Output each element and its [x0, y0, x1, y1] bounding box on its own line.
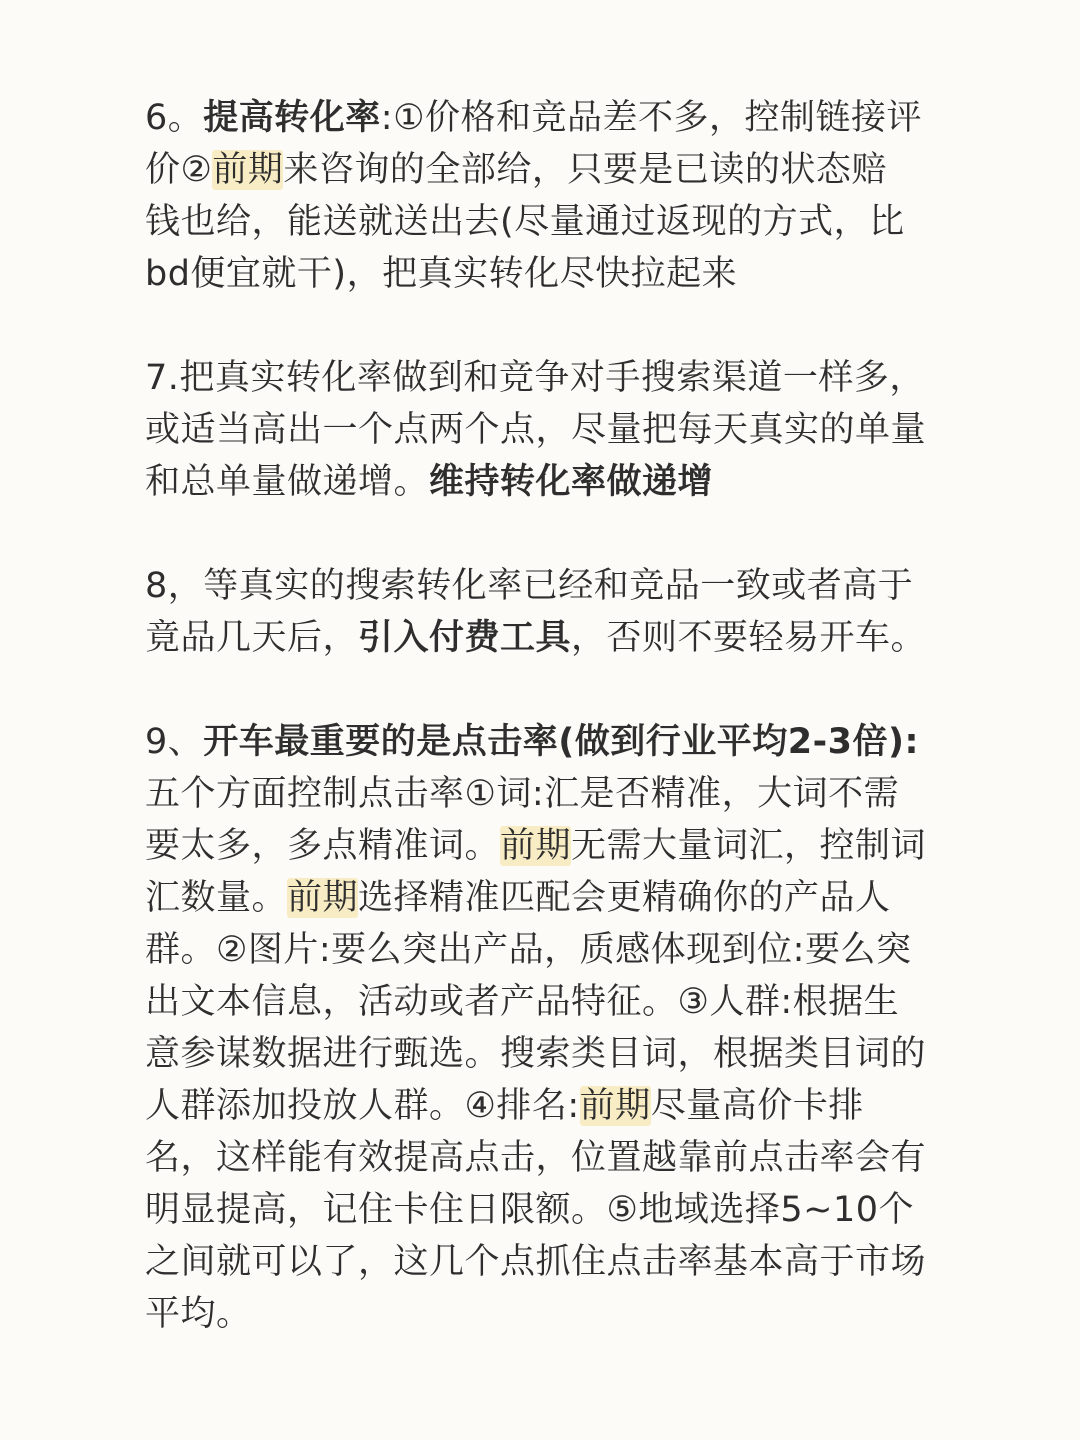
text-line: [145, 820, 935, 872]
bold-text: 提高转化率: [203, 98, 381, 138]
text-run: 明显提高，记住卡住日限额。⑤地域选择5~10个: [145, 1190, 915, 1230]
text-line: [145, 872, 935, 924]
text-line: [145, 456, 935, 508]
text-run: 汇数量。: [145, 878, 288, 918]
text-run: ，否则不要轻易开车。: [571, 618, 927, 658]
text-run: bd便宜就干)，把真实转化尽快拉起来: [145, 254, 738, 294]
text-line: [145, 248, 935, 300]
bold-text: 引入付费工具: [358, 618, 572, 658]
text-line: [145, 924, 935, 976]
text-run: 来咨询的全部给，只要是已读的状态赔: [283, 150, 887, 190]
text-line: [145, 196, 935, 248]
text-line: [145, 1184, 935, 1236]
text-line: [145, 716, 935, 768]
bold-text: 维持转化率做递增: [429, 462, 714, 502]
highlighted-text: 前期: [579, 1086, 651, 1126]
text-line: [145, 1080, 935, 1132]
article-body: [145, 92, 935, 1392]
text-line: [145, 352, 935, 404]
text-run: :①价格和竞品差不多，控制链接评: [380, 98, 922, 138]
text-line: [145, 1236, 935, 1288]
text-run: 意参谋数据进行甄选。搜索类目词，根据类目词的: [145, 1034, 927, 1074]
text-run: 人群添加投放人群。④排名:: [145, 1086, 580, 1126]
text-line: [145, 404, 935, 456]
text-run: 出文本信息，活动或者产品特征。③人群:根据生: [145, 982, 900, 1022]
text-line: [145, 1132, 935, 1184]
paragraph-9: [145, 716, 935, 1340]
highlighted-text: 前期: [212, 150, 284, 190]
text-line: [145, 144, 935, 196]
text-run: 尽量高价卡排: [650, 1086, 864, 1126]
text-run: 平均。: [145, 1294, 252, 1334]
text-line: [145, 1028, 935, 1080]
text-run: 9、: [145, 722, 204, 762]
text-run: 价②: [145, 150, 213, 190]
text-run: 之间就可以了，这几个点抓住点击率基本高于市场: [145, 1242, 927, 1282]
paragraph-6: [145, 92, 935, 300]
paragraph-8: [145, 560, 935, 664]
bold-text: 开车最重要的是点击率(做到行业平均2-3倍):: [203, 722, 920, 762]
text-run: 要太多，多点精准词。: [145, 826, 501, 866]
text-run: 名，这样能有效提高点击，位置越靠前点击率会有: [145, 1138, 927, 1178]
highlighted-text: 前期: [287, 878, 359, 918]
text-run: 或适当高出一个点两个点，尽量把每天真实的单量: [145, 410, 927, 450]
text-line: [145, 1288, 935, 1340]
text-line: [145, 560, 935, 612]
text-run: 选择精准匹配会更精确你的产品人: [358, 878, 891, 918]
text-run: 五个方面控制点击率①词:汇是否精准，大词不需: [145, 774, 900, 814]
text-line: [145, 768, 935, 820]
text-line: [145, 612, 935, 664]
text-run: 和总单量做递增。: [145, 462, 430, 502]
text-run: 群。②图片:要么突出产品，质感体现到位:要么突: [145, 930, 912, 970]
text-run: 7.把真实转化率做到和竞争对手搜索渠道一样多，: [145, 358, 925, 398]
text-run: 钱也给，能送就送出去(尽量通过返现的方式，比: [145, 202, 905, 242]
text-run: 8，等真实的搜索转化率已经和竞品一致或者高于: [145, 566, 914, 606]
text-run: 无需大量词汇，控制词: [571, 826, 927, 866]
text-run: 6。: [145, 98, 204, 138]
text-run: 竟品几天后，: [145, 618, 359, 658]
text-line: [145, 92, 935, 144]
paragraph-7: [145, 352, 935, 508]
highlighted-text: 前期: [500, 826, 572, 866]
text-line: [145, 976, 935, 1028]
